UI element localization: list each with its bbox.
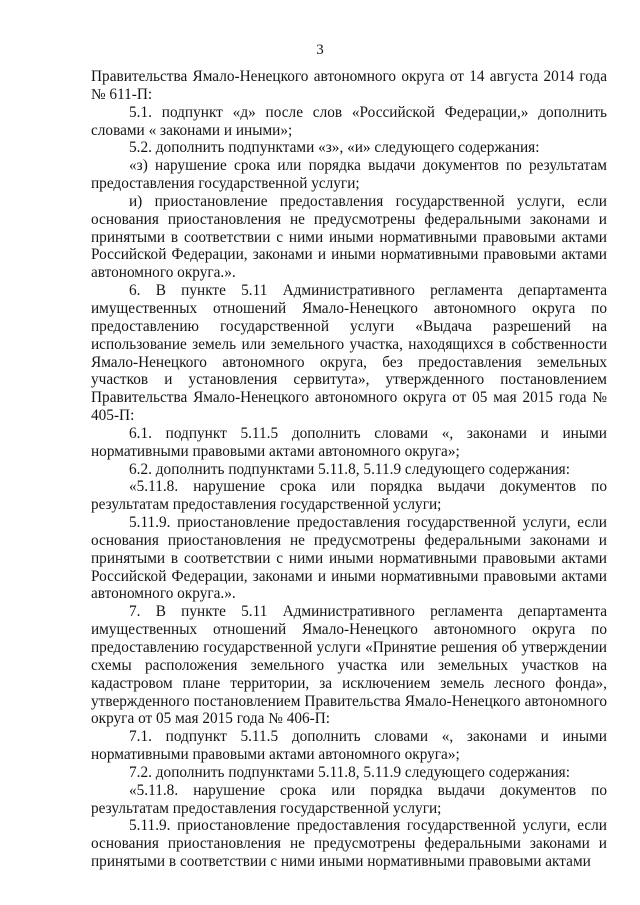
paragraph-6-2: 6.2. дополнить подпунктами 5.11.8, 5.11.9 следующего содержания: <box>129 460 570 478</box>
paragraph-7: 7. В пункте 5.11 Административного регламента департамента имущественных отношений Ямало-Ненецкого автономного округа по предоставлению государственной услуги «Принятие решения об утверждении схемы расположения земельного участка или земельных участков на кадастровом плане территории, за исключением земель лесного фонда», утвержденного постановлением Правительства Ямало-Ненецкого автономного округа от 05 мая 2015 года № 406-П: <box>91 603 607 728</box>
paragraph-6: 6. В пункте 5.11 Административного регламента департамента имущественных отношений Ямало-Ненецкого автономного округа по предоставлению государственной услуги «Выдача разрешений на использование земель или земельного участка, находящихся в собственности Ямало-Ненецкого автономного округа, без предоставления земельных участков и установления сервитута», утвержденного постановлением Правительства Ямало-Ненецкого автономного округа от 05 мая 2015 года № 405-П: <box>91 282 607 425</box>
paragraph-6-1: 6.1. подпункт 5.11.5 дополнить словами «, законами и иными нормативными правовыми актами автономного округа»; <box>91 424 607 460</box>
page-number: 3 <box>316 42 324 58</box>
paragraph-5-2: 5.2. дополнить подпунктами «з», «и» следующего содержания: <box>129 139 540 157</box>
paragraph-5-1: 5.1. подпункт «д» после слов «Российской Федерации,» дополнить словами « законами и иными»; <box>91 103 607 139</box>
document-body <box>91 68 607 871</box>
paragraph-subitem-z: «з) нарушение срока или порядка выдачи документов по результатам предоставления государственной услуги; <box>91 157 607 193</box>
paragraph-7-5-11-8: «5.11.8. нарушение срока или порядка выдачи документов по результатам предоставления государственной услуги; <box>91 781 607 817</box>
paragraph-7-5-11-9: 5.11.9. приостановление предоставления государственной услуги, если основания приостановления не предусмотрены федеральными законами и принятыми в соответствии с ними иными нормативными правовыми актами <box>91 817 607 871</box>
paragraph-6-5-11-9: 5.11.9. приостановление предоставления государственной услуги, если основания приостановления не предусмотрены федеральными законами и принятыми в соответствии с ними иными нормативными правовыми актами Российской Федерации, законами и иными нормативными правовыми актами автономного округа.». <box>91 514 607 603</box>
paragraph-7-1: 7.1. подпункт 5.11.5 дополнить словами «, законами и иными нормативными правовыми актами автономного округа»; <box>91 728 607 764</box>
paragraph-continuation: Правительства Ямало-Ненецкого автономного округа от 14 августа 2014 года № 611-П: <box>91 68 607 103</box>
paragraph-7-2: 7.2. дополнить подпунктами 5.11.8, 5.11.9 следующего содержания: <box>129 763 570 781</box>
paragraph-subitem-i: и) приостановление предоставления государственной услуги, если основания приостановления не предусмотрены федеральными законами и принятыми в соответствии с ними иными нормативными правовыми актами Российской Федерации, законами и иными нормативными правовыми актами автономного округа.». <box>91 192 607 282</box>
paragraph-6-5-11-8: «5.11.8. нарушение срока или порядка выдачи документов по результатам предоставления государственной услуги; <box>91 478 607 514</box>
